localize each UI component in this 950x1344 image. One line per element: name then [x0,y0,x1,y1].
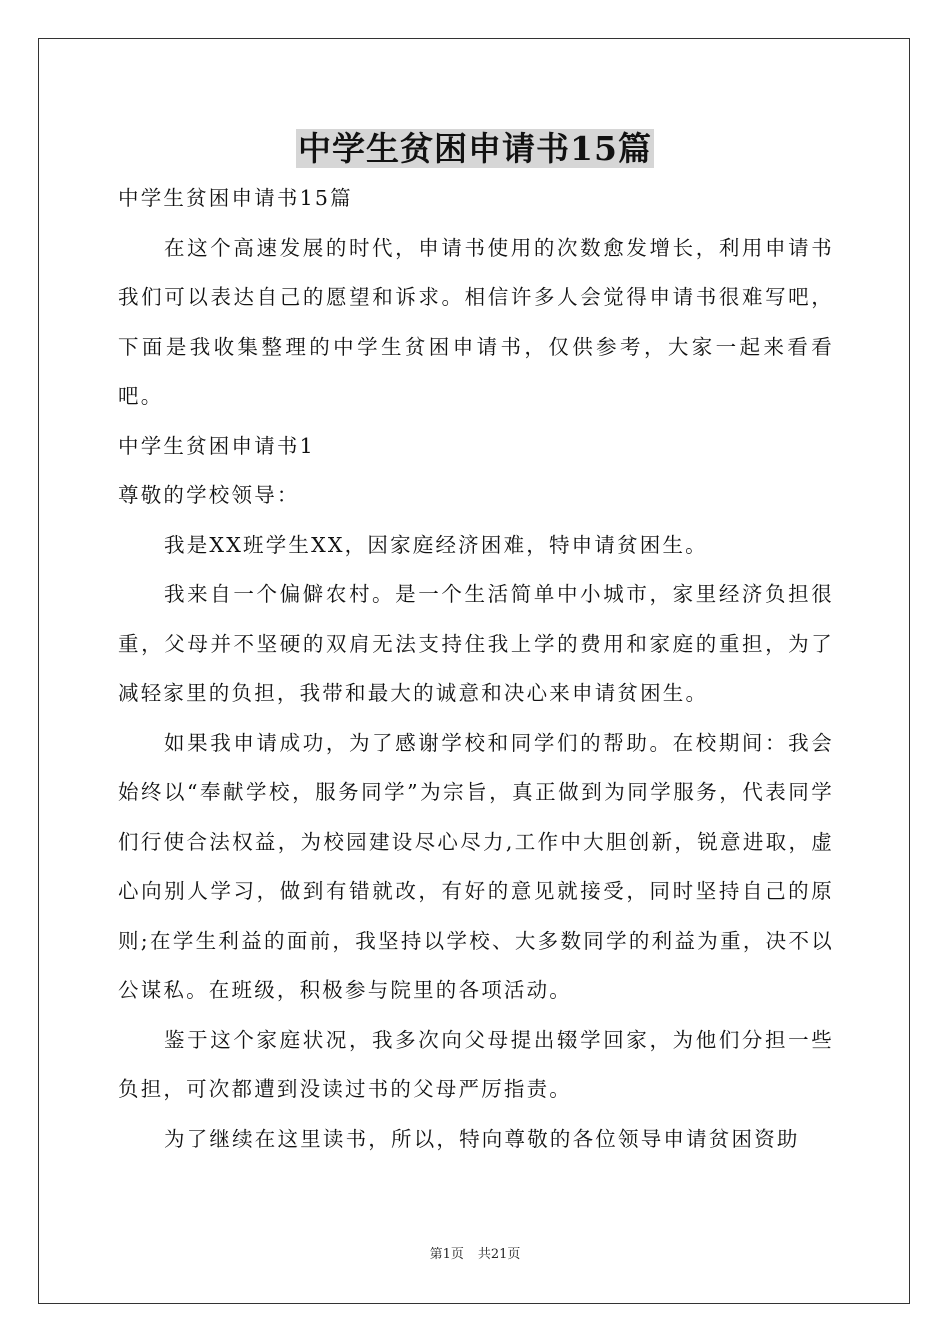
paragraph: 我来自一个偏僻农村。是一个生活简单中小城市，家里经济负担很重，父母并不坚硬的双肩无法支持住我上学的费用和家庭的重担，为了减轻家里的负担，我带和最大的诚意和决心来申请贫困生。 [118,582,834,705]
document-title [0,124,950,174]
paragraph: 在这个高速发展的时代，申请书使用的次数愈发增长，利用申请书我们可以表达自己的愿望和诉求。相信许多人会觉得申请书很难写吧，下面是我收集整理的中学生贫困申请书，仅供参考，大家一起来看看吧。 [118,235,834,408]
document-body [118,174,834,1164]
page-number: 第1页 [429,1247,464,1262]
paragraph: 为了继续在这里读书，所以，特向尊敬的各位领导申请贫困资助 [164,1126,800,1151]
paragraph: 如果我申请成功，为了感谢学校和同学们的帮助。在校期间：我会始终以“奉献学校，服务同学”为宗旨，真正做到为同学服务，代表同学们行使合法权益，为校园建设尽心尽力,工作中大胆创新，锐意进取，虚心向别人学习，做到有错就改，有好的意见就接受，同时坚持自己的原则;在学生利益的面前，我坚持以学校、大多数同学的利益为重，决不以公谋私。在班级，积极参与院里的各项活动。 [118,730,834,1002]
paragraph: 我是XX班学生XX，因家庭经济困难，特申请贫困生。 [164,532,708,557]
paragraph: 鉴于这个家庭状况，我多次向父母提出辍学回家，为他们分担一些负担，可次都遭到没读过书的父母严厉指责。 [118,1027,834,1101]
paragraph: 尊敬的学校领导： [118,483,300,507]
total-pages: 共21页 [477,1247,521,1262]
document-title-text: 中学生贫困申请书15篇 [298,129,652,168]
paragraph: 中学生贫困申请书1 [118,433,315,458]
paragraph: 中学生贫困申请书15篇 [118,186,353,210]
page-footer [0,1245,950,1265]
